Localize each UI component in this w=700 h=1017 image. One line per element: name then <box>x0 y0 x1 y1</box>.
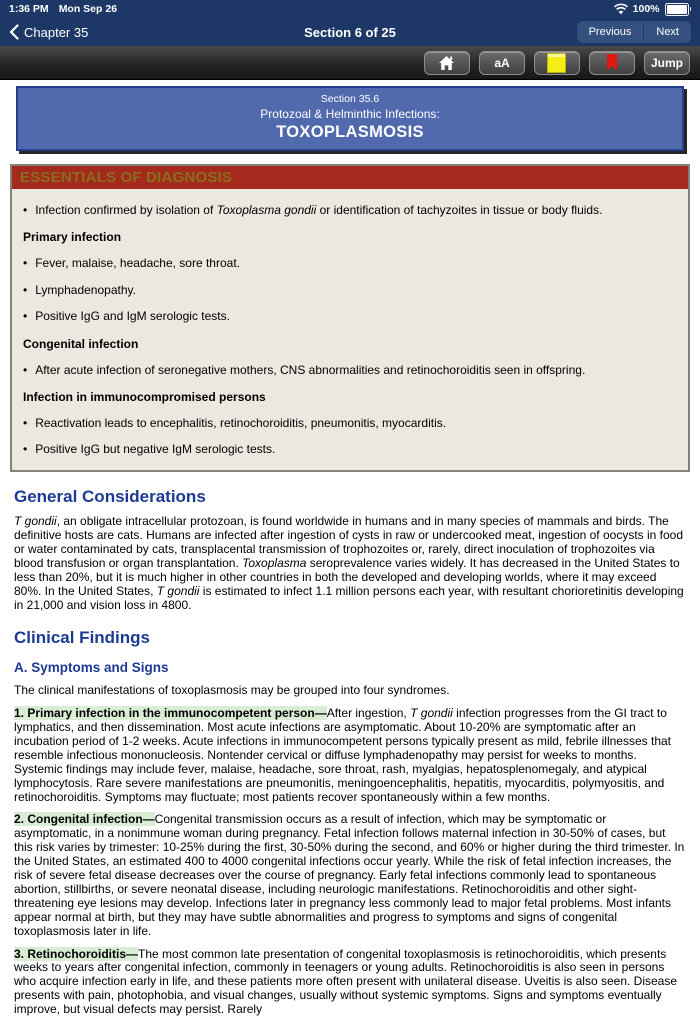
toolbar <box>0 46 700 80</box>
battery-percent: 100% <box>632 3 660 15</box>
paragraph: 1. Primary infection in the immunocompetent person—After ingestion, T gondii infection progresses from the GI tract to lymphatics, and then dissemination. Most acute infections are asymptomatic. About 10-20% are symptomatic after an incubation period of 1-2 weeks. Acute infections in immunocompetent persons typically present as mild, febrile illnesses that resemble infectious mononucleosis. Nontender cervical or diffuse lymphadenopathy may persist for weeks to months. Systemic findings may include fever, malaise, headache, sore throat, rash, myalgias, hepatosplenomegaly, and atypical lymphocytosis. Rare severe manifestations are pneumonitis, meningoencephalitis, hepatitis, myocarditis, polymyositis, and retinochoroiditis. Symptoms may fluctuate; most patients recover spontaneously within a few months. <box>14 706 672 804</box>
essentials-bullet-item <box>23 256 677 270</box>
content-scroll[interactable] <box>0 86 700 1017</box>
home-button[interactable] <box>424 51 470 75</box>
back-button-label: Chapter 35 <box>24 24 89 40</box>
essentials-subheading: Primary infection <box>23 230 122 245</box>
essentials-bullet-text: Reactivation leads to encephalitis, retinochoroiditis, pneumonitis, myocarditis. <box>35 415 447 430</box>
text-size-button[interactable] <box>479 51 525 75</box>
essentials-header: ESSENTIALS OF DIAGNOSIS <box>12 166 688 189</box>
essentials-bullet-item <box>23 283 677 297</box>
essentials-subheading: Infection in immunocompromised persons <box>23 389 266 404</box>
essentials-of-diagnosis-box <box>10 164 690 472</box>
bookmark-button[interactable] <box>589 51 635 75</box>
banner-category: Protozoal & Helminthic Infections: <box>260 107 440 121</box>
paragraph: The clinical manifestations of toxoplasmosis may be grouped into four syndromes. <box>14 683 450 698</box>
banner-section-number: Section 35.6 <box>320 93 380 105</box>
essentials-bullet-item <box>23 416 677 430</box>
paragraph: 2. Congenital infection—Congenital transmission occurs as a result of infection, which may be symptomatic or asymptomatic, in a nonimmune woman during pregnancy. Fetal infection follows maternal infection in 30-50% of cases, but this risk varies by trimester: 10-25% during the first, 30-50% during the second, and 60% or higher during the third trimester. In the United States, an estimated 400 to 4000 congenital infections occur yearly. While the risk of fetal infection increases, the risk of severe fetal disease decreases over the course of pregnancy. Early fetal infections commonly lead to spontaneous abortion, stillbirths, or severe neonatal disease, including neurologic manifestations. Retinochoroiditis and other sight-threatening eye lesions may develop. Infections later in pregnancy less commonly lead to major fetal problems. Most infants appear normal at birth, but they may have subtle abnormalities and progress to symptoms and signs of congenital toxoplasmosis later in life. <box>14 812 685 938</box>
bullet-icon: • <box>23 282 28 297</box>
status-time: 1:36 PM <box>9 3 49 15</box>
section-banner <box>16 86 684 151</box>
chevron-left-icon <box>9 24 19 40</box>
bullet-icon: • <box>23 256 28 271</box>
navigation-bar <box>0 18 700 46</box>
bullet-icon: • <box>23 442 28 457</box>
essentials-bullet-text: After acute infection of seronegative mothers, CNS abnormalities and retinochoroiditis seen in offspring. <box>35 362 586 377</box>
status-bar <box>0 0 700 18</box>
bullet-icon: • <box>23 415 28 430</box>
nav-title: Section 6 of 25 <box>304 24 396 40</box>
essentials-bullet-item <box>23 363 677 377</box>
back-button[interactable] <box>9 24 88 40</box>
paragraph: T gondii, an obligate intracellular protozoan, is found worldwide in humans and in many species of mammals and birds. The definitive hosts are cats. Humans are infected after ingestion of cysts in raw or undercooked meat, ingestion of oocysts in food or water contaminated by cats, transplacental transmission of trophozoites or, rarely, direct inoculation of trophozoites via blood transfusion or organ transplantation. Toxoplasma seroprevalence varies widely. It has decreased in the United States to less than 20%, but it is much higher in other countries in both the developed and developing worlds, where it may exceed 80%. In the United States, T gondii is estimated to infect 1.1 million persons each year, with resultant chorioretinitis developing in 21,000 and vision loss in 4800. <box>14 514 684 612</box>
status-date: Mon Sep 26 <box>58 3 118 15</box>
essentials-bullet-item <box>23 442 677 456</box>
text-size-icon: aA <box>494 55 510 70</box>
banner-title: TOXOPLASMOSIS <box>276 123 424 141</box>
bullet-icon: • <box>23 203 28 217</box>
bullet-icon: • <box>23 309 28 324</box>
prev-next-control <box>577 21 691 43</box>
subsection-heading: A. Symptoms and Signs <box>14 659 169 675</box>
note-icon <box>548 54 565 72</box>
essentials-bullet-text: Fever, malaise, headache, sore throat. <box>35 256 240 271</box>
home-icon <box>438 55 455 71</box>
battery-icon <box>665 3 692 16</box>
jump-button-label: Jump <box>650 55 683 70</box>
essentials-list <box>12 189 688 470</box>
section-heading: Clinical Findings <box>14 627 151 647</box>
paragraph: 3. Retinochoroiditis—The most common late presentation of congenital toxoplasmosis is retinochoroiditis, which presents weeks to years after congenital infection, commonly in teenagers or young adults. Retinochoroiditis is also seen in persons who acquire infection early in life, and these patients more often present with unilateral disease. Uveitis is also seen. Disease presents with pain, photophobia, and visual changes, usually without systemic symptoms. Signs and symptoms eventually improve, but visual defects may persist. Rarely <box>14 946 678 1017</box>
essentials-bullet-item <box>23 203 677 217</box>
wifi-icon <box>614 4 628 15</box>
essentials-bullet-text: Positive IgG and IgM serologic tests. <box>35 309 230 324</box>
essentials-bullet-text: Positive IgG but negative IgM serologic tests. <box>35 442 276 457</box>
jump-button[interactable] <box>644 51 690 75</box>
essentials-bullet-text: Lymphadenopathy. <box>35 282 136 297</box>
essentials-bullet-text: Infection confirmed by isolation of Toxoplasma gondii or identification of tachyzoites in tissue or body fluids. <box>35 203 603 217</box>
bookmark-icon <box>607 54 617 71</box>
bullet-icon: • <box>23 362 28 377</box>
next-button[interactable]: Next <box>644 21 691 43</box>
previous-button[interactable]: Previous <box>577 21 644 43</box>
article-body <box>14 487 686 1017</box>
essentials-bullet-item <box>23 309 677 323</box>
notes-button[interactable] <box>534 51 580 75</box>
section-heading: General Considerations <box>14 486 206 506</box>
essentials-subheading: Congenital infection <box>23 336 139 351</box>
